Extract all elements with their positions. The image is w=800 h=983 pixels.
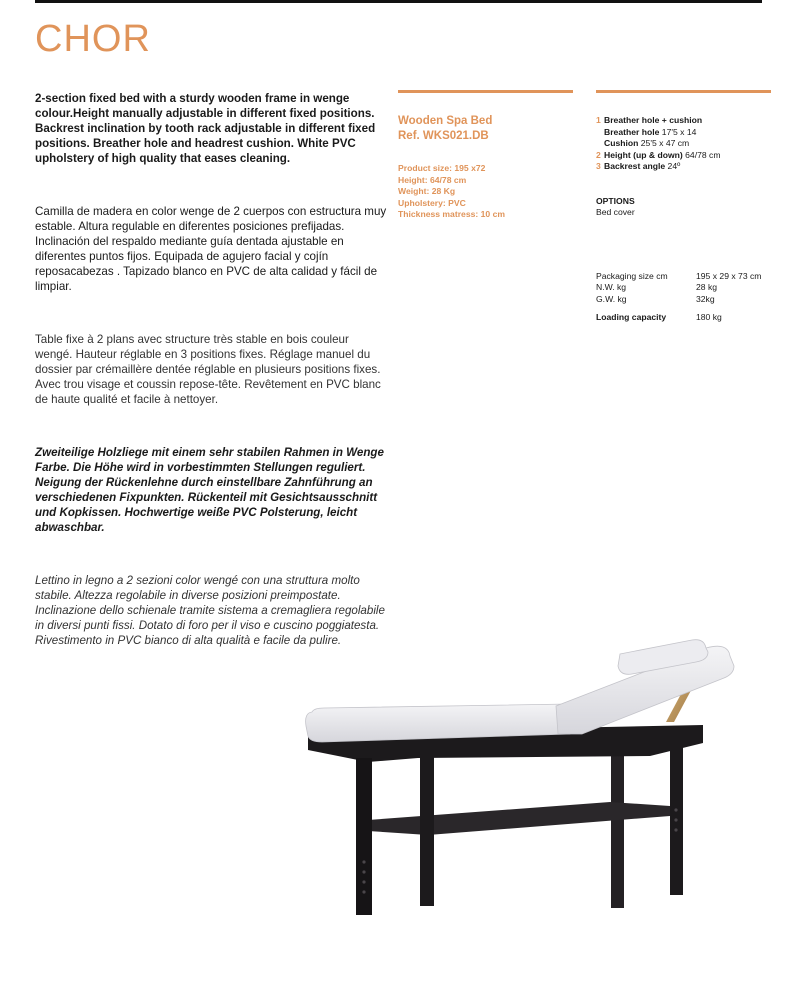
options-title: OPTIONS bbox=[596, 195, 635, 206]
feature-breather-hole bbox=[596, 127, 771, 139]
description-german: Zweiteilige Holzliege mit einem sehr stabilen Rahmen in Wenge Farbe. Die Höhe wird in vorbestimmten Stellungen reguliert. Neigung der Rückenlehne durch einstellbare Zahnführung an verschiedenen Fixpunkten. Rückenteil mit Gesichtsausschnitt und Kopkissen. Hochwertige weiße PVC Polsterung, leicht abwaschbar. bbox=[35, 446, 384, 534]
description-french: Table fixe à 2 plans avec structure très stable en bois couleur wengé. Hauteur réglable en 3 positions fixes. Réglage manuel du dossier par crémaillère dentée réglable en plusieurs positions fixes. Avec trou visage et coussin repose-tête. Revêtement en PVC blanc de haute qualité et facile à nettoyer. bbox=[35, 333, 381, 406]
packaging-key: G.W. kg bbox=[596, 293, 627, 304]
loading-capacity-key: Loading capacity bbox=[596, 312, 667, 322]
top-rule bbox=[35, 0, 762, 3]
feature-cushion bbox=[596, 138, 771, 150]
bed-leg bbox=[420, 756, 434, 906]
feature-label: Backrest angle bbox=[604, 161, 666, 171]
spec-upholstery: Upholstery: PVC bbox=[398, 197, 466, 208]
product-specs bbox=[398, 163, 573, 221]
loading-capacity-value: 180 kg bbox=[696, 312, 722, 322]
packaging-key: N.W. kg bbox=[596, 282, 627, 292]
product-name: Wooden Spa Bed bbox=[398, 115, 493, 127]
brand-title: CHOR bbox=[35, 18, 151, 60]
feature-list bbox=[596, 115, 771, 173]
feature-sub-value: 25'5 x 47 cm bbox=[638, 138, 690, 148]
feature-number: 1 bbox=[596, 115, 601, 125]
feature-label: Breather hole + cushion bbox=[604, 115, 703, 125]
feature-sub-label: Cushion bbox=[604, 138, 639, 148]
feature-breather bbox=[596, 115, 771, 127]
features-column bbox=[596, 90, 771, 324]
feature-label: Height (up & down) bbox=[604, 149, 683, 160]
bed-shelf bbox=[368, 802, 670, 835]
description-italian: Lettino in legno a 2 sezioni color wengé con una struttura molto stabile. Altezza regolabile in diverse posizioni preimpostate. Inclinazione dello schienale tramite sistema a cremagliera regolabile in diversi punti fissi. Dotato di foro per il viso e cuscino poggiatesta. Rivestimento in PVC bianco di alta qualità e facile da pulire. bbox=[35, 574, 385, 647]
spa-bed-image bbox=[298, 630, 748, 920]
descriptions-column bbox=[35, 91, 387, 648]
feature-height bbox=[596, 150, 771, 162]
feature-backrest bbox=[596, 161, 771, 173]
packaging-value: 28 kg bbox=[696, 282, 718, 292]
packaging-row bbox=[596, 271, 771, 283]
spec-size: Product size: 195 x72 bbox=[398, 163, 486, 173]
packaging-value: 32kg bbox=[696, 293, 715, 304]
spec-weight: Weight: 28 Kg bbox=[398, 186, 456, 196]
product-column bbox=[398, 90, 573, 221]
bed-leg bbox=[670, 740, 683, 895]
packaging-row bbox=[596, 294, 771, 306]
product-ref: Ref. WKS021.DB bbox=[398, 130, 489, 142]
feature-value: 24º bbox=[665, 161, 681, 171]
packaging-value: 195 x 29 x 73 cm bbox=[696, 270, 762, 281]
description-english: 2-section fixed bed with a sturdy wooden frame in wenge colour.Height manually adjustable in different fixed positions. Backrest inclination by tooth rack adjustable in different fixed positions. Breather hole and headrest cushion. White PVC upholstery of high quality that eases cleaning. bbox=[35, 92, 376, 165]
product-heading bbox=[398, 114, 573, 144]
packaging-key: Packaging size cm bbox=[596, 270, 668, 281]
options-value: Bed cover bbox=[596, 207, 635, 217]
packaging-table bbox=[596, 271, 771, 324]
description-spanish: Camilla de madera en color wenge de 2 cuerpos con estructura muy estable. Altura regulable en diferentes posiciones prefijadas. Inclinación del respaldo mediante guía dentada ajustable en diferentes puntos fijos. Equipada de agujero facial y cojín reposacabezas . Tapizado blanco en PVC de alta calidad y fácil de limpiar. bbox=[35, 205, 387, 293]
packaging-row bbox=[596, 282, 771, 294]
feature-value: 64/78 cm bbox=[682, 149, 721, 160]
loading-capacity-row bbox=[596, 312, 771, 324]
feature-sub-value: 17'5 x 14 bbox=[659, 126, 697, 137]
spec-height: Height: 64/78 cm bbox=[398, 174, 467, 185]
feature-sub-label: Breather hole bbox=[604, 126, 660, 137]
features-rule bbox=[596, 90, 771, 93]
bed-leg bbox=[611, 748, 624, 908]
feature-number: 3 bbox=[596, 161, 601, 171]
spec-thickness: Thickness matress: 10 cm bbox=[398, 209, 506, 219]
feature-number: 2 bbox=[596, 149, 601, 160]
product-rule bbox=[398, 90, 573, 93]
